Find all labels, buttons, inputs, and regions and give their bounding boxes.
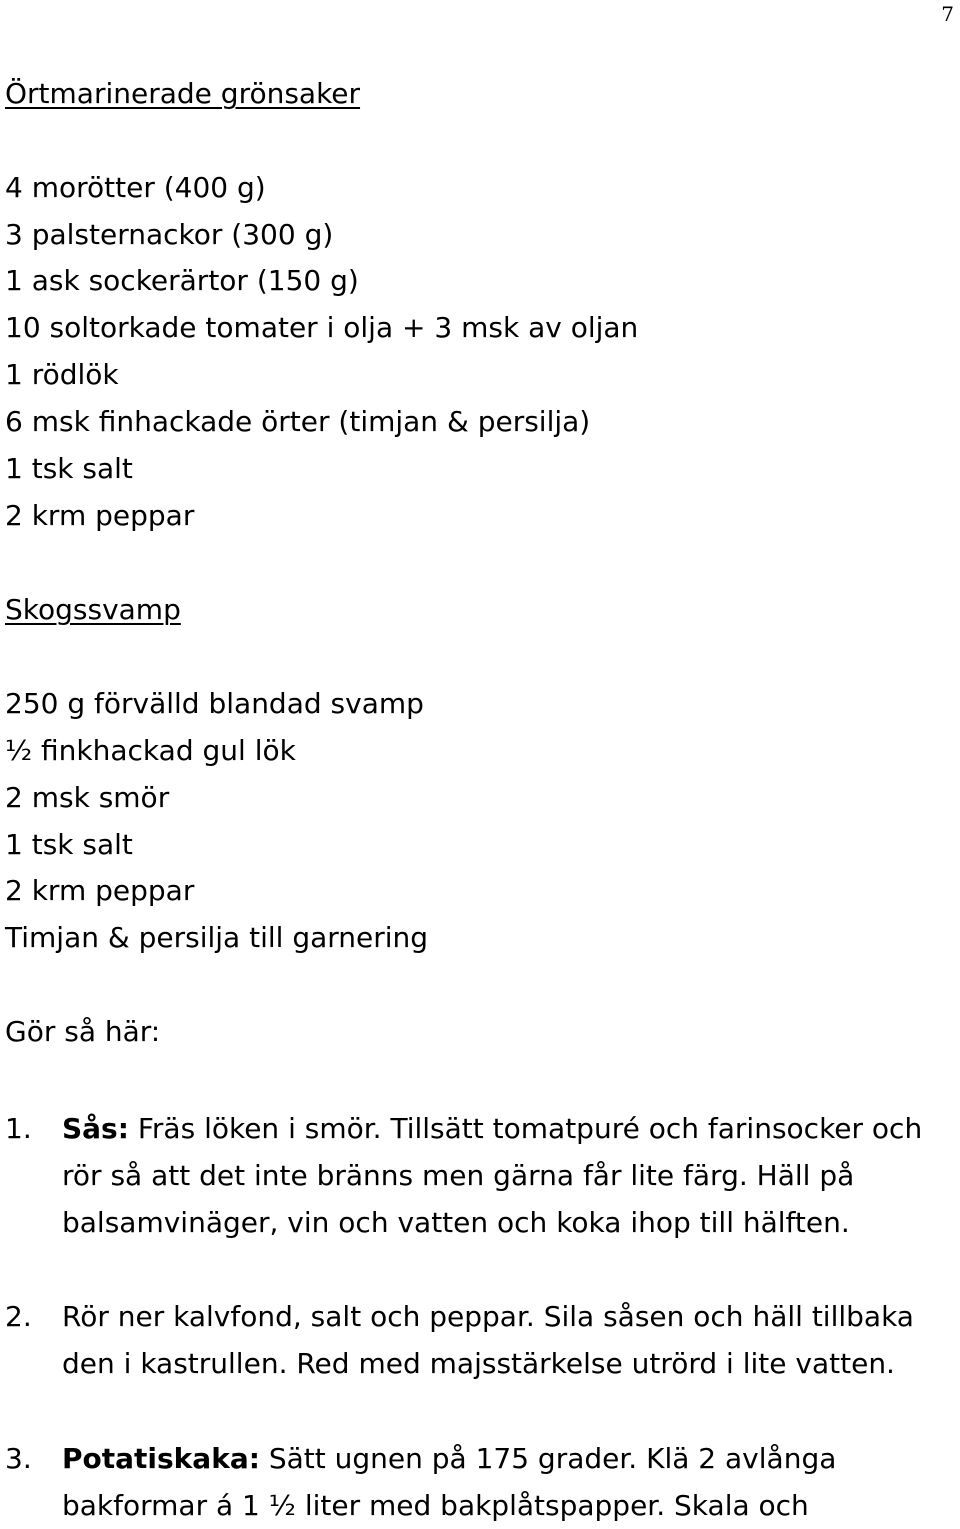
ingredient-line: 1 ask sockerärtor (150 g) — [5, 264, 359, 297]
section-title-mushrooms: Skogssvamp — [5, 593, 181, 626]
instructions-heading: Gör så här: — [5, 1015, 161, 1048]
step-label: Sås: — [62, 1112, 129, 1145]
step-text: Fräs löken i smör. Tillsätt tomatpuré och farinsocker och rör så att det inte bränns men gärna får lite färg. Häll på balsamvinäger, vin och vatten och koka ihop till hälften. — [62, 1112, 923, 1239]
step-number: 1. — [5, 1112, 32, 1145]
instruction-step — [5, 1435, 955, 1529]
ingredient-line: 2 krm peppar — [5, 874, 195, 907]
step-number: 3. — [5, 1442, 32, 1475]
ingredient-line: 1 tsk salt — [5, 828, 133, 861]
instruction-step — [5, 1293, 955, 1387]
instruction-step — [5, 1105, 955, 1246]
step-number: 2. — [5, 1300, 32, 1333]
ingredient-line: 250 g förvälld blandad svamp — [5, 687, 424, 720]
step-text: Rör ner kalvfond, salt och peppar. Sila såsen och häll tillbaka den i kastrullen. Red med majsstärkelse utrörd i lite vatten. — [62, 1300, 914, 1380]
step-text: Sätt ugnen på 175 grader. Klä 2 avlånga bakformar á 1 ½ liter med bakplåtspapper. Skala och — [62, 1442, 837, 1522]
page-number: 7 — [941, 2, 954, 26]
ingredient-line: 1 tsk salt — [5, 452, 133, 485]
ingredient-line: 2 msk smör — [5, 781, 170, 814]
ingredient-line: 3 palsternackor (300 g) — [5, 218, 334, 251]
ingredient-line: 10 soltorkade tomater i olja + 3 msk av oljan — [5, 311, 639, 344]
ingredient-line: ½ finkhackad gul lök — [5, 734, 296, 767]
ingredient-line: Timjan & persilja till garnering — [5, 921, 429, 954]
section-title-vegetables: Örtmarinerade grönsaker — [5, 77, 361, 110]
ingredient-line: 6 msk finhackade örter (timjan & persilja) — [5, 405, 591, 438]
ingredient-line: 2 krm peppar — [5, 499, 195, 532]
ingredient-line: 1 rödlök — [5, 358, 119, 391]
ingredient-line: 4 morötter (400 g) — [5, 171, 266, 204]
step-label: Potatiskaka: — [62, 1442, 260, 1475]
